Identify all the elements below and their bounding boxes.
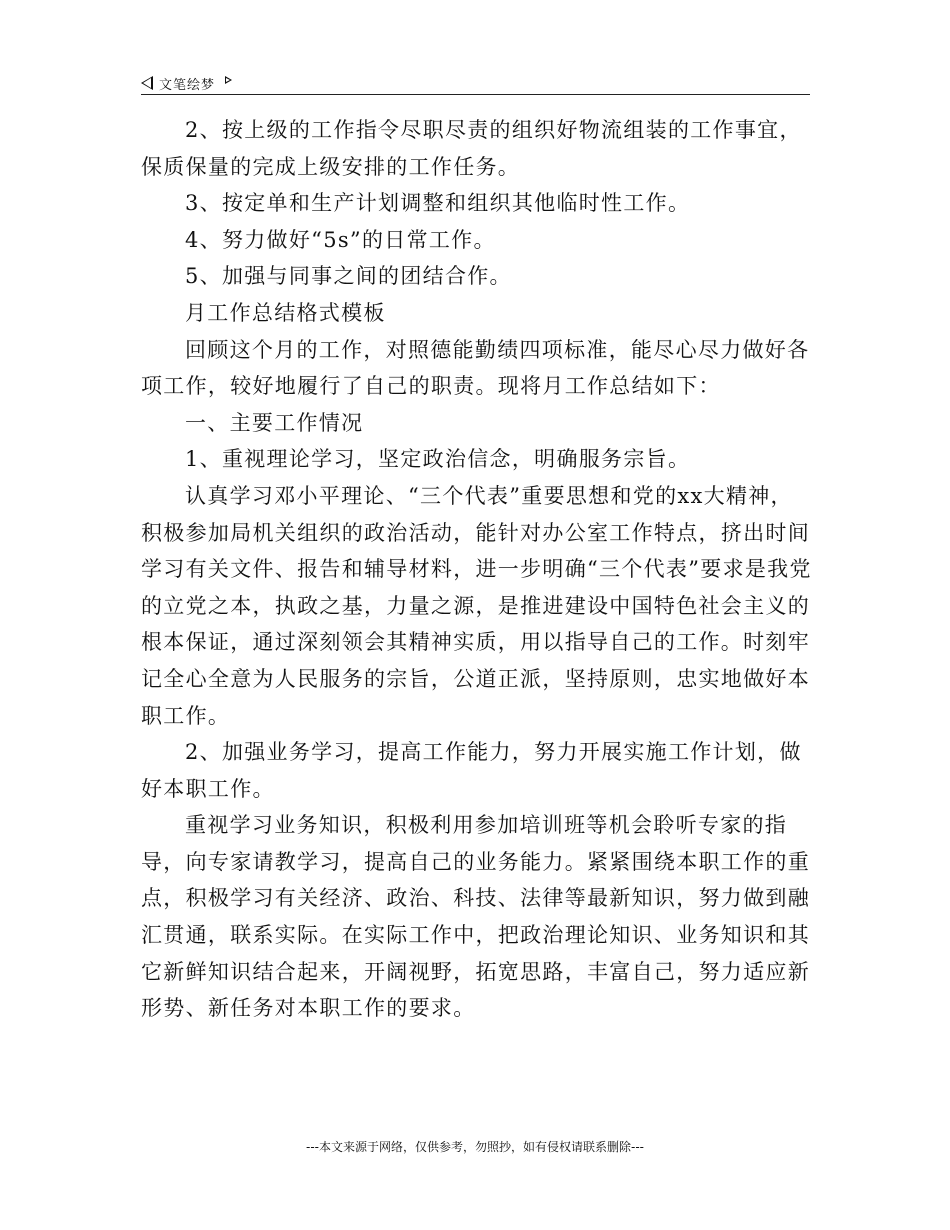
- section-title: 月工作总结格式模板: [185, 300, 386, 325]
- subheading: 1、重视理论学习，坚定政治信念，明确服务宗旨。: [185, 447, 691, 472]
- section-heading: 一、主要工作情况: [185, 410, 364, 435]
- footer-notice: ---本文来源于网络，仅供参考，勿照抄，如有侵权请联系删除---: [306, 1140, 644, 1154]
- subheading: 2、加强业务学习，提高工作能力，努力开展实施工作计划，做好本职工作。: [141, 740, 802, 801]
- triangle-right-icon: [225, 76, 232, 84]
- paragraph: 认真学习邓小平理论、“三个代表”重要思想和党的xx大精神，积极参加局机关组织的政治活动，能针对办公室工作特点，挤出时间学习有关文件、报告和辅导材料，进一步明确“三个代表”要求是我党的立党之本，执政之基，力量之源，是推进建设中国特色社会主义的根本保证，通过深刻领会其精神实质，用以指导自己的工作。时刻牢记全心全意为人民服务的宗旨，公道正派，坚持原则，忠实地做好本职工作。: [141, 483, 812, 728]
- paragraph: 回顾这个月的工作，对照德能勤绩四项标准，能尽心尽力做好各项工作，较好地履行了自己的职责。现将月工作总结如下：: [141, 337, 810, 399]
- header-brand: 文笔绘梦: [159, 77, 216, 93]
- page-header: [141, 72, 810, 95]
- paragraph: 4、努力做好“5s”的日常工作。: [185, 227, 496, 252]
- paragraph: 3、按定单和生产计划调整和组织其他临时性工作。: [185, 191, 691, 216]
- triangle-left-icon: [141, 76, 153, 90]
- paragraph: 5、加强与同事之间的团结合作。: [185, 264, 512, 289]
- paragraph: 2、按上级的工作指令尽职尽责的组织好物流组装的工作事宜，保质保量的完成上级安排的工作任务。: [141, 118, 802, 179]
- document-body: [141, 112, 813, 1027]
- paragraph: 重视学习业务知识，积极利用参加培训班等机会聆听专家的指导，向专家请教学习，提高自己的业务能力。紧紧围绕本职工作的重点，积极学习有关经济、政治、科技、法律等最新知识，努力做到融汇贯通，联系实际。在实际工作中，把政治理论知识、业务知识和其它新鲜知识结合起来，开阔视野，拓宽思路，丰富自己，努力适应新形势、新任务对本职工作的要求。: [141, 813, 810, 1021]
